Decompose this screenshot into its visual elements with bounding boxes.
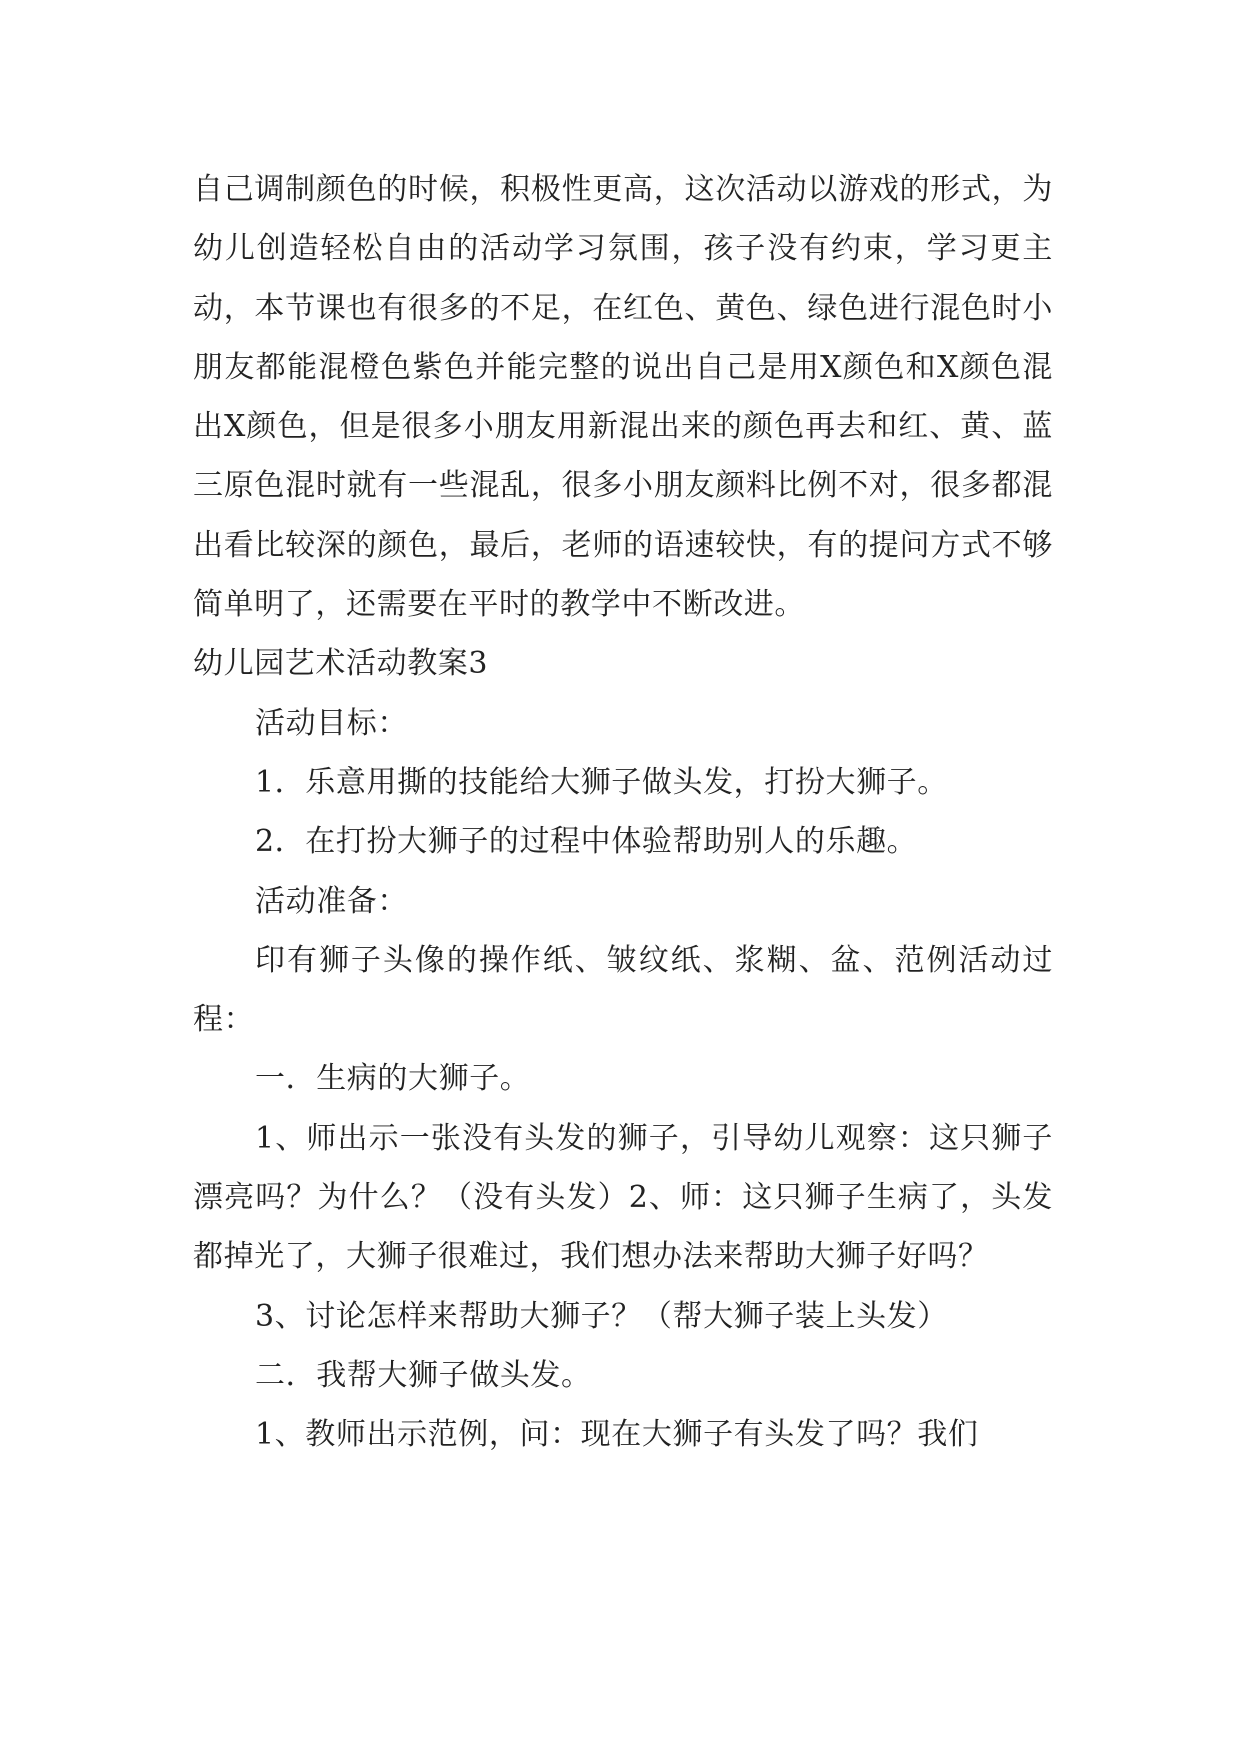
step-1-detail: 1、师出示一张没有头发的狮子，引导幼儿观察：这只狮子漂亮吗？为什么？（没有头发）2、师：这只狮子生病了，头发都掉光了，大狮子很难过，我们想办法来帮助大狮子好吗？	[193, 1120, 1053, 1275]
activity-preparation-label: 活动准备：	[255, 883, 408, 919]
step-1-discussion: 3、讨论怎样来帮助大狮子？（帮大狮子装上头发）	[255, 1298, 948, 1334]
goal-item-2: 2．在打扮大狮子的过程中体验帮助别人的乐趣。	[255, 824, 918, 860]
document-body	[193, 160, 1053, 1465]
step-heading-1: 一．生病的大狮子。	[255, 1061, 531, 1097]
activity-goals-label: 活动目标：	[255, 705, 408, 741]
step-2-detail: 1、教师出示范例，问：现在大狮子有头发了吗？我们	[255, 1417, 979, 1453]
preparation-materials: 印有狮子头像的操作纸、皱纹纸、浆糊、盆、范例活动过程：	[193, 942, 1053, 1038]
goal-item-1: 1．乐意用撕的技能给大狮子做头发，打扮大狮子。	[255, 764, 948, 800]
section-heading: 幼儿园艺术活动教案3	[193, 646, 489, 682]
step-heading-2: 二．我帮大狮子做头发。	[255, 1357, 592, 1393]
paragraph-reflection: 自己调制颜色的时候，积极性更高，这次活动以游戏的形式，为幼儿创造轻松自由的活动学习氛围，孩子没有约束，学习更主动，本节课也有很多的不足，在红色、黄色、绿色进行混色时小朋友都能混橙色紫色并能完整的说出自己是用X颜色和X颜色混出X颜色，但是很多小朋友用新混出来的颜色再去和红、黄、蓝三原色混时就有一些混乱，很多小朋友颜料比例不对，很多都混出看比较深的颜色，最后，老师的语速较快，有的提问方式不够简单明了，还需要在平时的教学中不断改进。	[193, 172, 1053, 623]
